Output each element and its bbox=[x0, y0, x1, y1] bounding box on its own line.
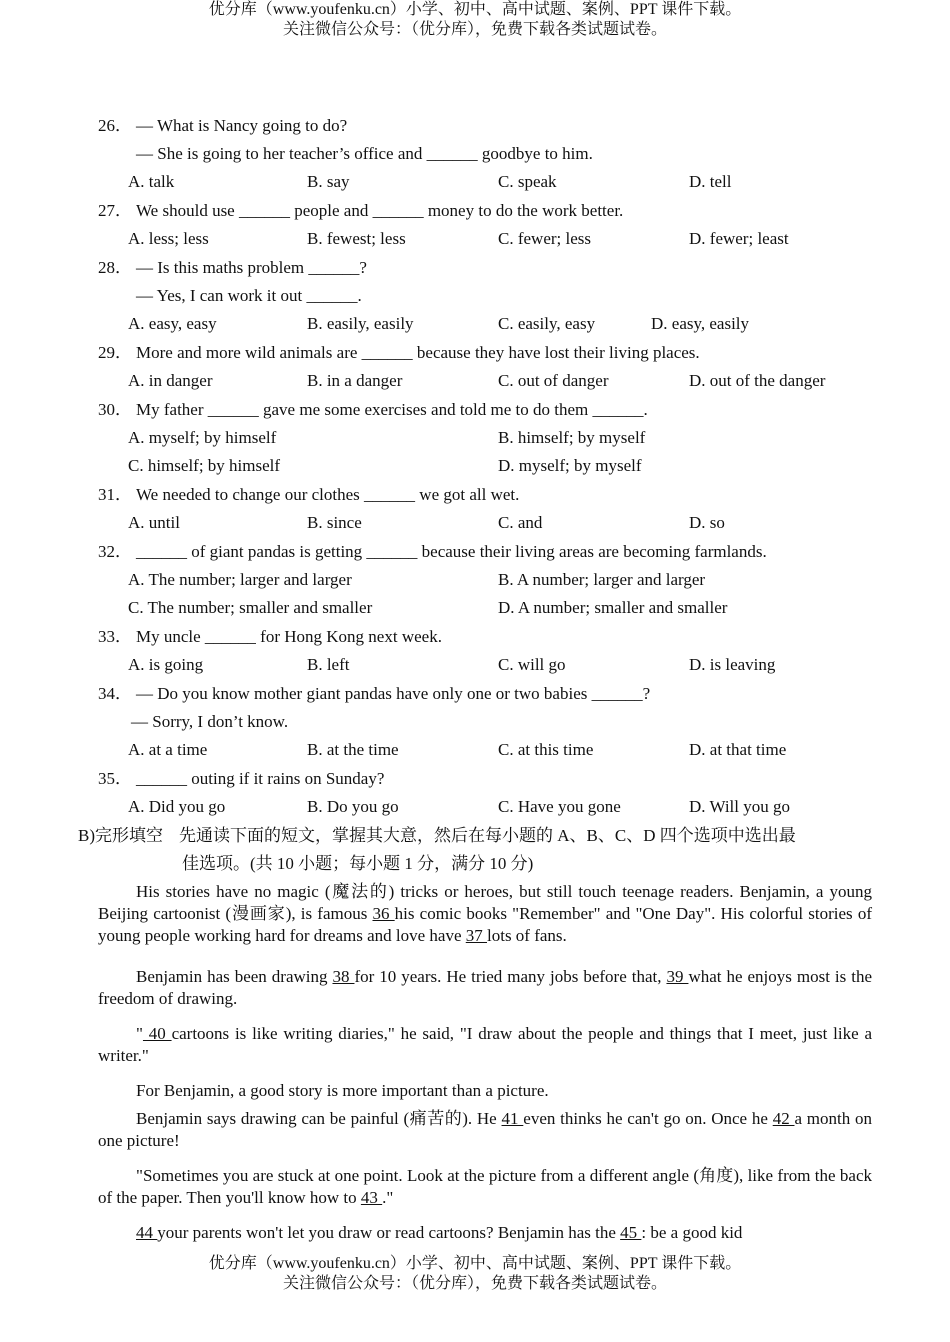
question-28-option-b: B. easily, easily bbox=[307, 314, 414, 333]
blank-45: 45 bbox=[620, 1223, 642, 1242]
passage-paragraph-6: "Sometimes you are stuck at one point. Look at the picture from a different angle (角度), like from the back of the paper. Then you'll know how to 43 ." bbox=[98, 1166, 872, 1207]
question-26-number: 26． bbox=[98, 116, 132, 135]
passage-paragraph-2: Benjamin has been drawing 38 for 10 years. He tried many jobs before that, 39 what he enjoys most is the freedom of drawing. bbox=[98, 967, 872, 1008]
question-35-option-c: C. Have you gone bbox=[498, 797, 621, 816]
question-26-option-a: A. talk bbox=[128, 172, 175, 191]
question-34-option-c: C. at this time bbox=[498, 740, 594, 759]
passage-paragraph-5: Benjamin says drawing can be painful (痛苦的). He 41 even thinks he can't go on. Once he 42 a month on one picture! bbox=[98, 1109, 873, 1150]
question-34-reply: — Sorry, I don’t know. bbox=[131, 712, 289, 731]
question-35-option-b: B. Do you go bbox=[307, 797, 399, 816]
question-30-stem: My father ______ gave me some exercises and told me to do them ______. bbox=[136, 400, 648, 419]
question-31-number: 31． bbox=[98, 485, 132, 504]
question-33-option-b: B. left bbox=[307, 655, 350, 674]
question-34-stem: — Do you know mother giant pandas have only one or two babies ______? bbox=[136, 684, 651, 703]
question-27-option-d: D. fewer; least bbox=[689, 229, 789, 248]
page-header-line-2: 关注微信公众号：（优分库），免费下载各类试题试卷。 bbox=[282, 21, 667, 38]
question-26-option-d: D. tell bbox=[689, 172, 732, 191]
question-27-option-b: B. fewest; less bbox=[307, 229, 406, 248]
question-29-number: 29． bbox=[98, 343, 132, 362]
question-31-option-a: A. until bbox=[128, 513, 180, 532]
blank-36: 36 bbox=[372, 904, 395, 923]
question-32-option-d: D. A number; smaller and smaller bbox=[498, 598, 728, 617]
section-label: B)完形填空 bbox=[78, 826, 163, 845]
passage-paragraph-7: 44 your parents won't let you draw or read cartoons? Benjamin has the 45 : be a good kid bbox=[136, 1223, 743, 1242]
page-footer-line-1: 优分库（www.youfenku.cn）小学、初中、高中试题、案例、PPT 课件下载。 bbox=[208, 1255, 742, 1272]
question-29-option-a: A. in danger bbox=[128, 371, 213, 390]
question-34-number: 34． bbox=[98, 684, 132, 703]
page-footer-line-2: 关注微信公众号：（优分库），免费下载各类试题试卷。 bbox=[282, 1275, 667, 1292]
question-29-option-b: B. in a danger bbox=[307, 371, 403, 390]
blank-38: 38 bbox=[332, 967, 355, 986]
question-26-option-b: B. say bbox=[307, 172, 350, 191]
question-30-option-b: B. himself; by myself bbox=[498, 428, 646, 447]
question-28-option-d: D. easy, easily bbox=[651, 314, 750, 333]
blank-39: 39 bbox=[666, 967, 689, 986]
question-26-option-c: C. speak bbox=[498, 172, 557, 191]
question-27-stem: We should use ______ people and ______ money to do the work better. bbox=[136, 201, 624, 220]
blank-44: 44 bbox=[136, 1223, 158, 1242]
passage-paragraph-4: For Benjamin, a good story is more important than a picture. bbox=[136, 1081, 549, 1100]
question-35-number: 35． bbox=[98, 769, 132, 788]
blank-40: 40 bbox=[142, 1024, 172, 1043]
question-35-option-a: A. Did you go bbox=[128, 797, 226, 816]
question-33-option-a: A. is going bbox=[128, 655, 204, 674]
question-30-option-a: A. myself; by himself bbox=[128, 428, 277, 447]
question-32-option-b: B. A number; larger and larger bbox=[498, 570, 706, 589]
question-32-option-a: A. The number; larger and larger bbox=[128, 570, 352, 589]
question-27-number: 27． bbox=[98, 201, 132, 220]
question-34-option-d: D. at that time bbox=[689, 740, 787, 759]
section-instructions-line-2: 佳选项。(共 10 小题；每小题 1 分，满分 10 分) bbox=[182, 854, 534, 873]
question-30-option-c: C. himself; by himself bbox=[128, 456, 281, 475]
question-33-option-d: D. is leaving bbox=[689, 655, 776, 674]
question-28-option-a: A. easy, easy bbox=[128, 314, 217, 333]
page-header-line-1: 优分库（www.youfenku.cn）小学、初中、高中试题、案例、PPT 课件下载。 bbox=[208, 1, 742, 18]
question-28-stem: — Is this maths problem ______? bbox=[136, 258, 367, 277]
question-28-option-c: C. easily, easy bbox=[498, 314, 596, 333]
blank-41: 41 bbox=[501, 1109, 524, 1128]
question-35-option-d: D. Will you go bbox=[689, 797, 791, 816]
question-28-reply: — Yes, I can work it out ______. bbox=[136, 286, 362, 305]
question-34-option-a: A. at a time bbox=[128, 740, 208, 759]
question-32-stem: ______ of giant pandas is getting ______ because their living areas are becoming farmlands. bbox=[136, 542, 767, 561]
question-27-option-c: C. fewer; less bbox=[498, 229, 592, 248]
question-35-stem: ______ outing if it rains on Sunday? bbox=[136, 769, 385, 788]
question-26-reply: — She is going to her teacher’s office and ______ goodbye to him. bbox=[136, 144, 593, 163]
question-33-number: 33． bbox=[98, 627, 132, 646]
section-instructions-line-1: 先通读下面的短文，掌握其大意，然后在每小题的 A、B、C、D 四个选项中选出最 bbox=[179, 826, 796, 845]
question-30-option-d: D. myself; by myself bbox=[498, 456, 642, 475]
question-33-option-c: C. will go bbox=[498, 655, 566, 674]
question-31-option-b: B. since bbox=[307, 513, 362, 532]
blank-43: 43 bbox=[360, 1188, 383, 1207]
question-26-stem: — What is Nancy going to do? bbox=[136, 116, 348, 135]
blank-37: 37 bbox=[465, 926, 487, 945]
question-27-option-a: A. less; less bbox=[128, 229, 209, 248]
question-29-stem: More and more wild animals are ______ because they have lost their living places. bbox=[136, 343, 700, 362]
question-32-option-c: C. The number; smaller and smaller bbox=[128, 598, 373, 617]
question-31-option-c: C. and bbox=[498, 513, 543, 532]
question-31-stem: We needed to change our clothes ______ we got all wet. bbox=[136, 485, 520, 504]
question-31-option-d: D. so bbox=[689, 513, 725, 532]
blank-42: 42 bbox=[772, 1109, 795, 1128]
passage-paragraph-1: His stories have no magic (魔法的) tricks or heroes, but still touch teenage readers. Benjamin, a young Beijing cartoonist (漫画家), is famous 36 his comic books "Remember" and "One Day". His colorful stories of young people working hard for dreams and love have 37 lots of fans. bbox=[98, 882, 872, 945]
passage-paragraph-3: " 40 cartoons is like writing diaries," he said, "I draw about the people and things that I meet, just like a writer." bbox=[98, 1024, 873, 1065]
question-28-number: 28． bbox=[98, 258, 132, 277]
question-29-option-d: D. out of the danger bbox=[689, 371, 826, 390]
question-32-number: 32． bbox=[98, 542, 132, 561]
question-34-option-b: B. at the time bbox=[307, 740, 399, 759]
question-30-number: 30． bbox=[98, 400, 132, 419]
question-33-stem: My uncle ______ for Hong Kong next week. bbox=[136, 627, 442, 646]
question-29-option-c: C. out of danger bbox=[498, 371, 609, 390]
